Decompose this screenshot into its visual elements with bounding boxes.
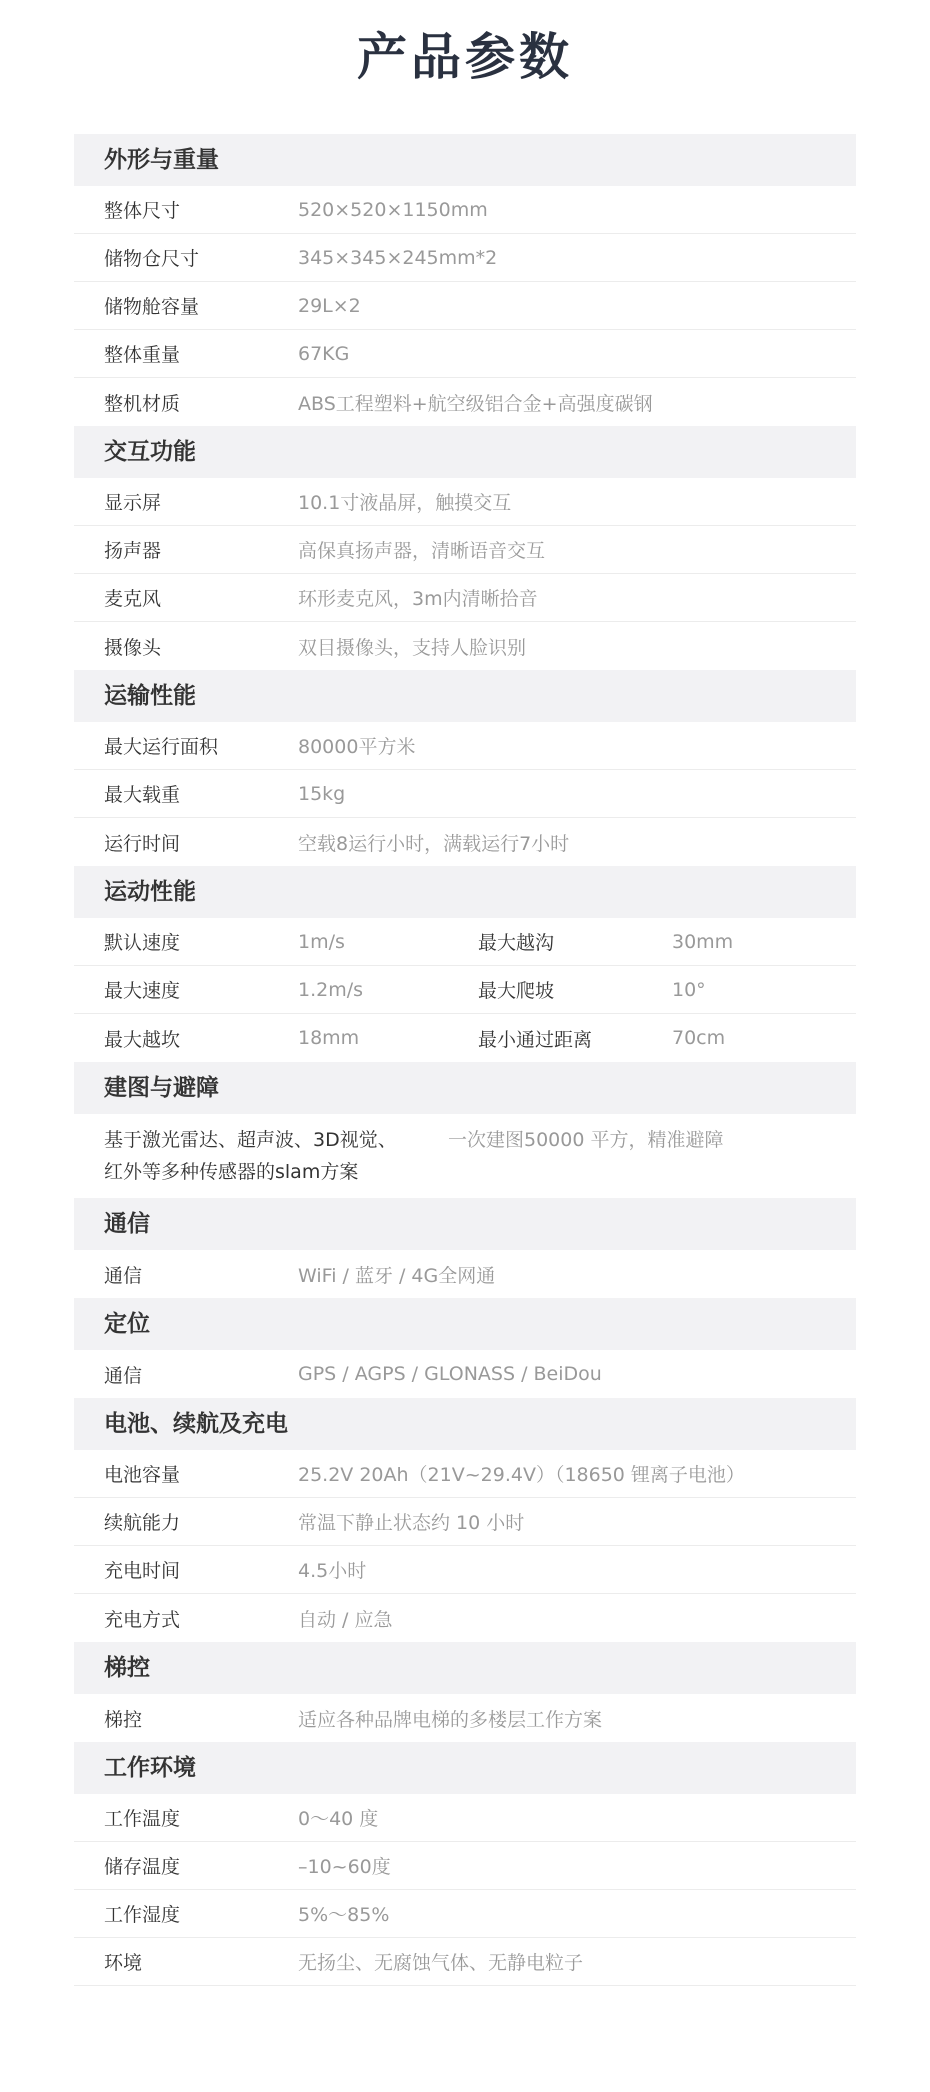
spec-label: 续航能力 [104,1512,181,1534]
spec-row [74,1594,856,1642]
spec-label: 最大速度 [104,980,181,1002]
spec-row [74,966,856,1014]
spec-label: 梯控 [104,1708,143,1731]
spec-label: 显示屏 [104,492,162,514]
spec-row [74,622,856,670]
spec-value: 10° [672,978,706,1001]
spec-value: 5%～85% [298,1904,390,1926]
spec-row [74,1842,856,1890]
section-header-transport: 运输性能 [74,670,856,722]
spec-value: 18mm [298,1027,360,1049]
spec-value: 10.1寸液晶屏，触摸交互 [298,492,512,514]
page-title: 产品参数 [357,28,573,86]
spec-row [74,378,856,426]
spec-label: 运行时间 [104,832,181,855]
spec-row [74,1498,856,1546]
spec-label: 储物仓尺寸 [104,248,200,270]
spec-value: 15kg [298,782,346,805]
spec-value: 70cm [672,1027,726,1049]
spec-label: 摄像头 [104,636,162,659]
spec-value: 适应各种品牌电梯的多楼层工作方案 [298,1708,603,1731]
spec-label: 麦克风 [104,588,162,610]
spec-value: 1.2m/s [298,978,364,1001]
spec-label: 储物舱容量 [104,296,200,318]
spec-row [74,574,856,622]
spec-label: 通信 [104,1364,143,1387]
spec-value: –10~60度 [298,1856,391,1878]
spec-value: 345×345×245mm*2 [298,246,498,269]
spec-row [74,1694,856,1742]
spec-value: 80000平方米 [298,736,416,758]
spec-value: 高保真扬声器，清晰语音交互 [298,540,546,562]
spec-label: 最大运行面积 [104,736,219,758]
spec-label: 最大越坎 [104,1028,181,1051]
spec-value: 0～40 度 [298,1808,379,1830]
spec-row [74,330,856,378]
spec-row [74,1014,856,1062]
section-header-motion: 运动性能 [74,866,856,918]
spec-row [74,1350,856,1398]
mapping-line: 红外等多种传感器的slam方案 [104,1161,359,1183]
spec-value: 4.5小时 [298,1560,367,1582]
section-header-battery: 电池、续航及充电 [74,1398,856,1450]
section-header-communication: 通信 [74,1198,856,1250]
spec-label: 整体尺寸 [104,200,181,222]
spec-table [74,134,856,1986]
spec-row [74,1794,856,1842]
spec-label: 整体重量 [104,344,181,366]
spec-value: 自动 / 应急 [298,1608,393,1631]
spec-label: 储存温度 [104,1856,181,1878]
section-header-positioning: 定位 [74,1298,856,1350]
spec-value: 30mm [672,930,734,953]
spec-row [74,1546,856,1594]
spec-row [74,478,856,526]
spec-label: 环境 [104,1952,143,1974]
spec-row [74,770,856,818]
spec-label: 整机材质 [104,392,181,415]
spec-row [74,186,856,234]
spec-value: 双目摄像头，支持人脸识别 [298,636,527,659]
spec-label: 最大越沟 [478,932,555,954]
spec-row [74,526,856,574]
spec-row [74,1114,856,1198]
spec-label: 默认速度 [104,932,181,954]
spec-row [74,234,856,282]
spec-value: 29L×2 [298,294,361,317]
spec-label: 最大载重 [104,784,181,806]
spec-row [74,818,856,866]
mapping-line: 基于激光雷达、超声波、3D视觉、 [104,1129,397,1151]
spec-label: 充电方式 [104,1608,181,1631]
section-header-appearance: 外形与重量 [74,134,856,186]
spec-value: ABS工程塑料+航空级铝合金+高强度碳钢 [298,392,653,415]
spec-value: 一次建图50000 平方，精准避障 [448,1129,724,1151]
spec-label [74,1124,448,1188]
spec-label: 充电时间 [104,1560,181,1582]
spec-value: 25.2V 20Ah（21V~29.4V）（18650 锂离子电池） [298,1464,745,1486]
spec-row [74,282,856,330]
spec-row [74,1938,856,1986]
section-header-environment: 工作环境 [74,1742,856,1794]
spec-value: 1m/s [298,930,345,953]
spec-label: 电池容量 [104,1464,181,1486]
spec-value: WiFi / 蓝牙 / 4G全网通 [298,1264,496,1287]
spec-value: 空载8运行小时，满载运行7小时 [298,832,570,855]
spec-label: 工作温度 [104,1808,181,1830]
section-header-interaction: 交互功能 [74,426,856,478]
spec-row [74,1450,856,1498]
spec-value: 环形麦克风，3m内清晰拾音 [298,588,538,610]
spec-row [74,918,856,966]
spec-value: GPS / AGPS / GLONASS / BeiDou [298,1363,602,1385]
spec-row [74,1250,856,1298]
spec-label: 扬声器 [104,540,162,562]
section-header-mapping: 建图与避障 [74,1062,856,1114]
spec-value: 常温下静止状态约 10 小时 [298,1512,525,1534]
spec-label: 最小通过距离 [478,1028,593,1051]
spec-label: 通信 [104,1264,143,1287]
section-header-elevator: 梯控 [74,1642,856,1694]
spec-label: 最大爬坡 [478,980,555,1002]
spec-row [74,722,856,770]
spec-label: 工作湿度 [104,1904,181,1926]
spec-value: 无扬尘、无腐蚀气体、无静电粒子 [298,1952,584,1974]
spec-row [74,1890,856,1938]
spec-value: 67KG [298,342,350,365]
spec-value: 520×520×1150mm [298,198,488,221]
